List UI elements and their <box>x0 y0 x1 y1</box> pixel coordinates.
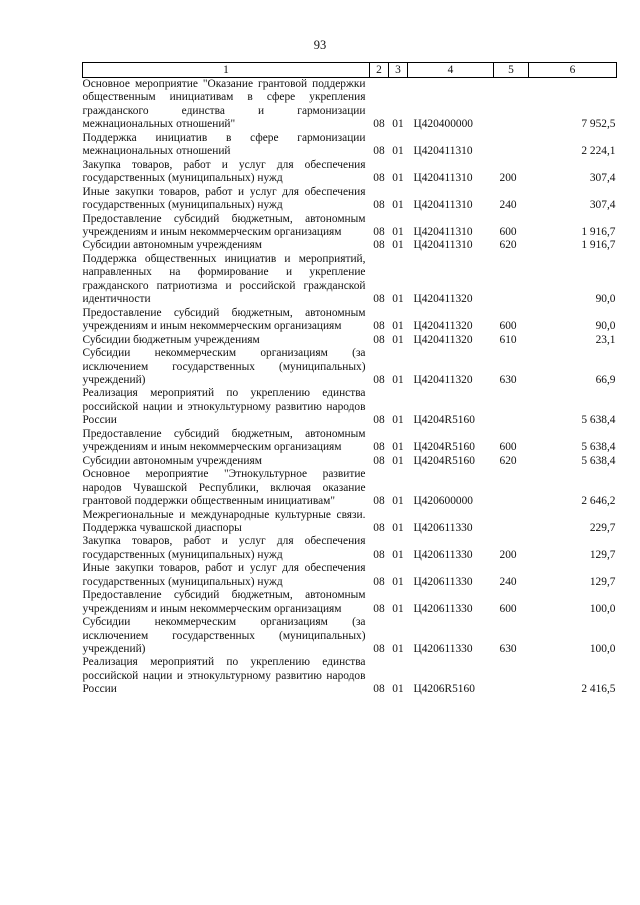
section-code: 08 <box>373 199 385 212</box>
section-code: 08 <box>373 118 385 131</box>
section-code: 08 <box>373 683 385 696</box>
amount: 90,0 <box>595 293 616 306</box>
expense-type-code: 630 <box>499 643 517 656</box>
target-article-code: Ц420411310 <box>413 145 473 158</box>
item-description: Субсидии бюджетным учреждениям <box>82 333 260 346</box>
expense-type-code <box>494 78 529 132</box>
target-article-code: Ц420611330 <box>413 575 473 588</box>
subsection-code: 01 <box>392 683 404 696</box>
item-description: Закупка товаров, работ и услуг для обеспечения государственных (муниципальных) нужд <box>82 158 366 185</box>
subsection-code: 01 <box>392 118 404 131</box>
expense-type-code <box>494 509 529 536</box>
table-row <box>83 132 617 159</box>
section-code: 08 <box>373 373 385 386</box>
table-row <box>83 562 617 589</box>
table-row <box>83 213 617 240</box>
expense-type-code: 620 <box>499 239 517 252</box>
table-row <box>83 468 617 508</box>
item-description: Поддержка общественных инициатив и мероприятий, направленных на формирование и укрепление гражданского патриотизма и российской гражданской идентичности <box>82 252 366 306</box>
item-description: Предоставление субсидий бюджетным, автономным учреждениям и иным некоммерческим организациям <box>82 212 366 238</box>
amount: 1 916,7 <box>581 239 616 252</box>
target-article-code: Ц420411310 <box>413 225 473 238</box>
table-row <box>83 239 617 252</box>
expense-type-code: 600 <box>499 225 517 238</box>
item-description: Субсидии некоммерческим организациям (за исключением государственных (муниципальных) учреждений) <box>82 347 366 386</box>
expense-type-code: 200 <box>499 548 517 561</box>
amount: 7 952,5 <box>581 118 616 131</box>
subsection-code: 01 <box>392 602 404 615</box>
item-description: Субсидии некоммерческим организациям (за исключением государственных (муниципальных) учреждений) <box>82 616 366 656</box>
subsection-code: 01 <box>392 239 404 252</box>
table-row <box>83 387 617 427</box>
item-description: Реализация мероприятий по укреплению единства российской нации и этнокультурному развитию народов России <box>82 387 366 427</box>
section-code: 08 <box>373 548 385 561</box>
subsection-code: 01 <box>392 333 404 346</box>
subsection-code: 01 <box>392 575 404 588</box>
table-row <box>83 589 617 616</box>
amount: 100,0 <box>589 602 616 615</box>
item-description: Субсидии автономным учреждениям <box>82 454 262 467</box>
subsection-code: 01 <box>392 548 404 561</box>
target-article-code: Ц4204R5160 <box>413 414 475 427</box>
table-row <box>83 307 617 334</box>
amount: 90,0 <box>595 320 616 333</box>
expense-type-code <box>494 468 529 508</box>
table-row <box>83 656 617 696</box>
target-article-code: Ц4204R5160 <box>413 454 475 467</box>
column-header-1: 1 <box>83 63 370 78</box>
amount: 307,4 <box>589 172 616 185</box>
amount: 2 646,2 <box>581 495 616 508</box>
header-row <box>83 63 617 78</box>
section-code: 08 <box>373 320 385 333</box>
section-code: 08 <box>373 643 385 656</box>
section-code: 08 <box>373 495 385 508</box>
amount: 129,7 <box>589 548 616 561</box>
subsection-code: 01 <box>392 521 404 534</box>
subsection-code: 01 <box>392 643 404 656</box>
section-code: 08 <box>373 521 385 534</box>
target-article-code: Ц420611330 <box>413 643 473 656</box>
column-header-4: 4 <box>408 63 494 78</box>
item-description: Предоставление субсидий бюджетным, автономным учреждениям и иным некоммерческим организациям <box>82 589 366 615</box>
table-row <box>83 455 617 468</box>
target-article-code: Ц420611330 <box>413 548 473 561</box>
table-row <box>83 347 617 387</box>
table-row <box>83 535 617 562</box>
amount: 229,7 <box>589 521 616 534</box>
table-row <box>83 428 617 455</box>
subsection-code: 01 <box>392 320 404 333</box>
target-article-code: Ц420411320 <box>413 293 473 306</box>
section-code: 08 <box>373 333 385 346</box>
item-description: Реализация мероприятий по укреплению единства российской нации и этнокультурному развитию народов России <box>82 656 366 696</box>
amount: 129,7 <box>589 575 616 588</box>
section-code: 08 <box>373 602 385 615</box>
expense-type-code <box>494 132 529 159</box>
expense-type-code: 600 <box>499 602 517 615</box>
subsection-code: 01 <box>392 145 404 158</box>
expense-type-code: 600 <box>499 320 517 333</box>
target-article-code: Ц420411310 <box>413 239 473 252</box>
amount: 23,1 <box>595 333 616 346</box>
target-article-code: Ц4204R5160 <box>413 441 475 454</box>
section-code: 08 <box>373 454 385 467</box>
expense-type-code <box>494 253 529 307</box>
column-header-6: 6 <box>529 63 617 78</box>
item-description: Иные закупки товаров, работ и услуг для обеспечения государственных (муниципальных) нужд <box>82 185 366 212</box>
column-header-2: 2 <box>370 63 389 78</box>
table-row <box>83 616 617 656</box>
target-article-code: Ц4206R5160 <box>413 683 475 696</box>
expense-type-code: 610 <box>499 333 517 346</box>
target-article-code: Ц420611330 <box>413 521 473 534</box>
table-row <box>83 186 617 213</box>
item-description: Межрегиональные и международные культурные связи. Поддержка чувашской диаспоры <box>82 508 366 534</box>
target-article-code: Ц420611330 <box>413 602 473 615</box>
subsection-code: 01 <box>392 172 404 185</box>
item-description: Основное мероприятие "Оказание грантовой поддержки общественным инициативам в сфере укрепления гражданского единства и гармонизации межнациональных отношений" <box>82 78 366 131</box>
amount: 2 416,5 <box>581 683 616 696</box>
column-header-5: 5 <box>494 63 529 78</box>
amount: 2 224,1 <box>581 145 616 158</box>
subsection-code: 01 <box>392 199 404 212</box>
amount: 66,9 <box>595 373 616 386</box>
expense-type-code <box>494 656 529 696</box>
target-article-code: Ц420411320 <box>413 333 473 346</box>
item-description: Предоставление субсидий бюджетным, автономным учреждениям и иным некоммерческим организациям <box>82 306 366 333</box>
expense-type-code <box>494 387 529 427</box>
subsection-code: 01 <box>392 414 404 427</box>
target-article-code: Ц420411320 <box>413 373 473 386</box>
amount: 5 638,4 <box>581 441 616 454</box>
amount: 5 638,4 <box>581 414 616 427</box>
section-code: 08 <box>373 441 385 454</box>
amount: 5 638,4 <box>581 454 616 467</box>
column-header-3: 3 <box>389 63 408 78</box>
item-description: Иные закупки товаров, работ и услуг для обеспечения государственных (муниципальных) нужд <box>82 562 366 588</box>
subsection-code: 01 <box>392 225 404 238</box>
item-description: Субсидии автономным учреждениям <box>82 239 262 252</box>
budget-table <box>82 62 617 697</box>
target-article-code: Ц420400000 <box>413 118 473 131</box>
target-article-code: Ц420411310 <box>413 172 473 185</box>
table-row <box>83 78 617 132</box>
subsection-code: 01 <box>392 293 404 306</box>
expense-type-code: 620 <box>499 454 517 467</box>
section-code: 08 <box>373 239 385 252</box>
expense-type-code: 200 <box>499 172 517 185</box>
expense-type-code: 240 <box>499 575 517 588</box>
table-row <box>83 159 617 186</box>
item-description: Основное мероприятие "Этнокультурное развитие народов Чувашской Республики, включая оказание грантовой поддержки общественным инициативам" <box>82 468 366 508</box>
table-row <box>83 334 617 347</box>
item-description: Предоставление субсидий бюджетным, автономным учреждениям и иным некоммерческим организациям <box>82 427 366 454</box>
target-article-code: Ц420600000 <box>413 495 473 508</box>
target-article-code: Ц420411320 <box>413 320 473 333</box>
subsection-code: 01 <box>392 495 404 508</box>
target-article-code: Ц420411310 <box>413 199 473 212</box>
amount: 100,0 <box>589 643 616 656</box>
section-code: 08 <box>373 293 385 306</box>
expense-type-code: 630 <box>499 373 517 386</box>
expense-type-code: 240 <box>499 199 517 212</box>
subsection-code: 01 <box>392 373 404 386</box>
page-number: 93 <box>313 38 327 52</box>
section-code: 08 <box>373 172 385 185</box>
section-code: 08 <box>373 414 385 427</box>
table-row <box>83 509 617 536</box>
subsection-code: 01 <box>392 441 404 454</box>
section-code: 08 <box>373 575 385 588</box>
expense-type-code: 600 <box>499 441 517 454</box>
subsection-code: 01 <box>392 454 404 467</box>
item-description: Закупка товаров, работ и услуг для обеспечения государственных (муниципальных) нужд <box>82 535 366 561</box>
amount: 307,4 <box>589 199 616 212</box>
table-row <box>83 253 617 307</box>
section-code: 08 <box>373 225 385 238</box>
amount: 1 916,7 <box>581 225 616 238</box>
section-code: 08 <box>373 145 385 158</box>
item-description: Поддержка инициатив в сфере гармонизации межнациональных отношений <box>82 131 366 158</box>
